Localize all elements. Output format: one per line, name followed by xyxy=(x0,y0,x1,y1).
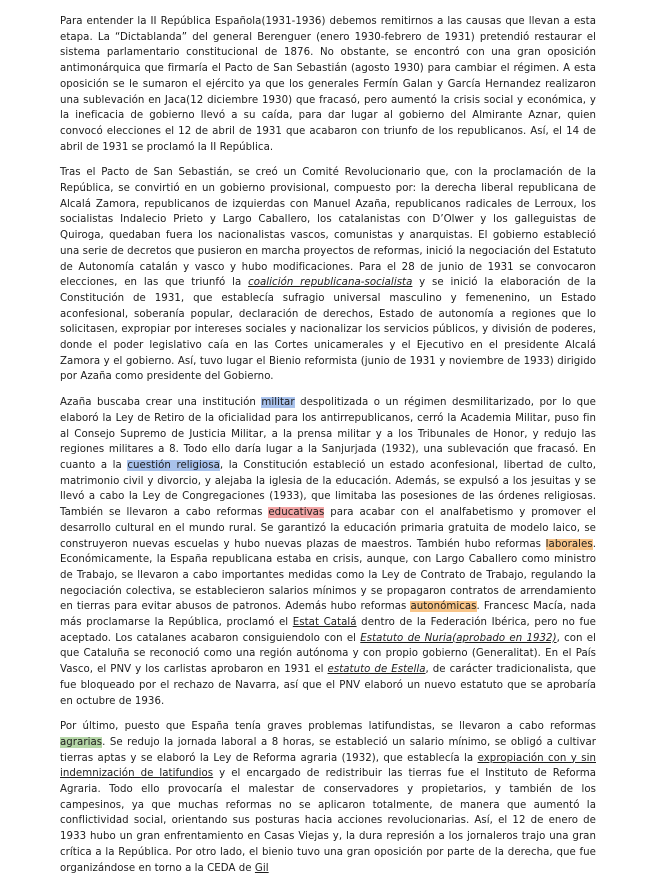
text-run: Para entender la II República Española(1931-1936) debemos remitirnos a las causas que llevan a esta etapa. La “Dictablanda” del general Berenguer (enero 1930-febrero de 1931) pretendió restaurar el sistema parlamentario constitucional de 1876. No obstante, se encontró con una gran oposición antimonárquica que firmaría el Pacto de San Sebastián (agosto 1930) para cambiar el régimen. A esta oposición se le sumaron el ejército ya que los generales Fermín Galan y García Hernandez realizaron una sublevación en Jaca(12 diciembre 1930) que fracasó, pero aumentó la crisis social y económica, y la ineficacia de gobierno llevó a su caída, para dar lugar al gobierno del Almirante Aznar, quien convocó elecciones el 12 de abril de 1931 que acabaron con triunfo de los republicanos. Así, el 14 de abril de 1931 se proclamó la II República. xyxy=(60,16,596,153)
text-run: , la Constitución estableció un estado aconfesional, libertad de culto, matrimonio civil y divorcio, y alejaba la iglesia de la educación. Además, se expulsó a los jesuitas y se llevó a cabo la Ley de Congregaciones (1933), que limitaba las posesiones de las órdenes religiosas. También se llevaron a cabo reformas xyxy=(60,459,596,519)
text-run: . Se redujo la jornada laboral a 8 horas, se estableció un salario mínimo, se obligó a cultivar tierras aptas y se elaboró la Ley de Reforma agraria (1932), que establecía la xyxy=(60,736,596,764)
text-run: . Francesc Macía, nada más proclamarse la República, proclamó el xyxy=(60,601,596,629)
highlighted-term: laborales xyxy=(545,538,593,550)
document-page xyxy=(60,14,596,886)
text-run: dentro de la Federación Ibérica, pero no fue aceptado. Los catalanes acabaron consiguiendolo con el xyxy=(60,617,597,644)
text-run: Por último, puesto que España tenía graves problemas latifundistas, se llevaron a cabo reformas xyxy=(60,721,596,733)
highlighted-term: agrarias xyxy=(60,736,103,748)
text-run: y se inició la elaboración de la Constitución de 1931, que establecía sufragio universal masculino y femenenino, un Estado aconfesional, soberanía popular, declaración de derechos, Estado de autonomía a regiones que lo solicitasen, expropiar por intereses sociales y nacionalizar los servicios públicos, y división de poderes, donde el poder legislativo caía en las Cortes unicamerales y el Ejecutivo en el presidente Alcalá Zamora y el gobierno. Así, tuvo lugar el Bienio reformista (junio de 1931 y noviembre de 1933) dirigido por Azaña como presidente del Gobierno. xyxy=(60,277,596,383)
text-run: , de carácter tradicionalista, que fue bloqueado por el rechazo de Navarra, así que el PNV elaboró un nuevo estatuto que se aprobaría en octubre de 1936. xyxy=(60,664,596,707)
paragraph-2 xyxy=(60,165,596,385)
paragraph-3 xyxy=(60,395,596,709)
underlined-term: coalición republicana-socialista xyxy=(248,277,413,289)
highlighted-term: militar xyxy=(261,397,295,409)
paragraph-4 xyxy=(60,719,596,876)
text-run: y el encargado de redistribuir las tierras fue el Instituto de Reforma Agraria. Todo ello provocaría el malestar de conservadores y propietarios, y también de los campesinos, ya que muchas reformas no se aplicaron totalmente, de manera que aumentó la conflictividad social, orientando sus posturas hacia acciones revolucionarias. Así, el 12 de enero de 1933 hubo un gran enfrentamiento en Casas Viejas y, la dura represión a los jornaleros trajo una gran crítica a la República. Por otro lado, el bienio tuvo una gran oposición por parte de la derecha, que fue organizándose en torno a la CEDA de xyxy=(60,768,596,874)
text-run: , con el que Cataluña se reconoció como una región autónoma y con propio gobierno (Generalitat). En el País Vasco, el PNV y los carlistas aprobaron en 1931 el xyxy=(60,632,596,676)
text-run: para acabar con el analfabetismo y promover el desarrollo cultural en el mundo rural. Se garantizó la educación primaria gratuita de modelo laico, se construyeron nuevas escuelas y hubo nuevas plazas de maestros. También hubo reformas xyxy=(60,507,596,550)
highlighted-term: cuestión religiosa xyxy=(127,459,220,471)
text-run: despolitizada o un régimen desmilitarizado, por lo que elaboró la Ley de Retiro de la oficialidad para los antirrepublicanos, cerró la Academia Militar, puso fin al Consejo Supremo de Justicia Militar, a la prensa militar y a los Tribunales de Honor, y redujo las regiones militares a 8. Todo ello daría lugar a la Sanjurjada (1932), una sublevación que fracasó. En cuanto a la xyxy=(60,397,596,471)
underlined-term: estatuto de Estella xyxy=(327,664,426,676)
underlined-term: Gil xyxy=(254,862,269,874)
underlined-term: Estat Catalá xyxy=(292,617,357,629)
underlined-term: Estatuto de Nuria(aprobado en 1932) xyxy=(360,632,557,644)
text-run: Azaña buscaba crear una institución xyxy=(60,397,262,409)
highlighted-term: educativas xyxy=(268,507,325,519)
text-run: Tras el Pacto de San Sebastián, se creó un Comité Revolucionario que, con la proclamación de la República, se convirtió en un gobierno provisional, compuesto por: la derecha liberal republicana de Alcalá Zamora, republicanos de izquierdas con Manuel Azaña, republicanos radicales de Lerroux, los socialistas Indalecio Prieto y Largo Caballero, los catalanistas con D’Olwer y los galleguistas de Quiroga, quedaban fuera los nacionalistas vascos, comunistas y anarquistas. El gobierno estableció una serie de decretos que pusieron en marcha proyectos de reformas, inició la negociación del Estatuto de Autonomía catalán y vasco y hubo modificaciones. Para el 28 de junio de 1931 se convocaron elecciones, en las que triunfó la xyxy=(60,167,596,289)
underlined-term: expropiación con y sin indemnización de latifundios xyxy=(60,752,596,780)
highlighted-term: autonómicas xyxy=(410,601,477,613)
paragraph-1 xyxy=(60,14,596,155)
text-run: . Económicamente, la España republicana estaba en crisis, aunque, con Largo Caballero como ministro de Trabajo, se llevaron a cabo importantes medidas como la Ley de Contrato de Trabajo, regulando la negociación colectiva, se establecieron salarios mínimos y se propagaron contratos de arrendamiento en tierras para evitar abusos de patronos. Además hubo reformas xyxy=(60,538,596,613)
